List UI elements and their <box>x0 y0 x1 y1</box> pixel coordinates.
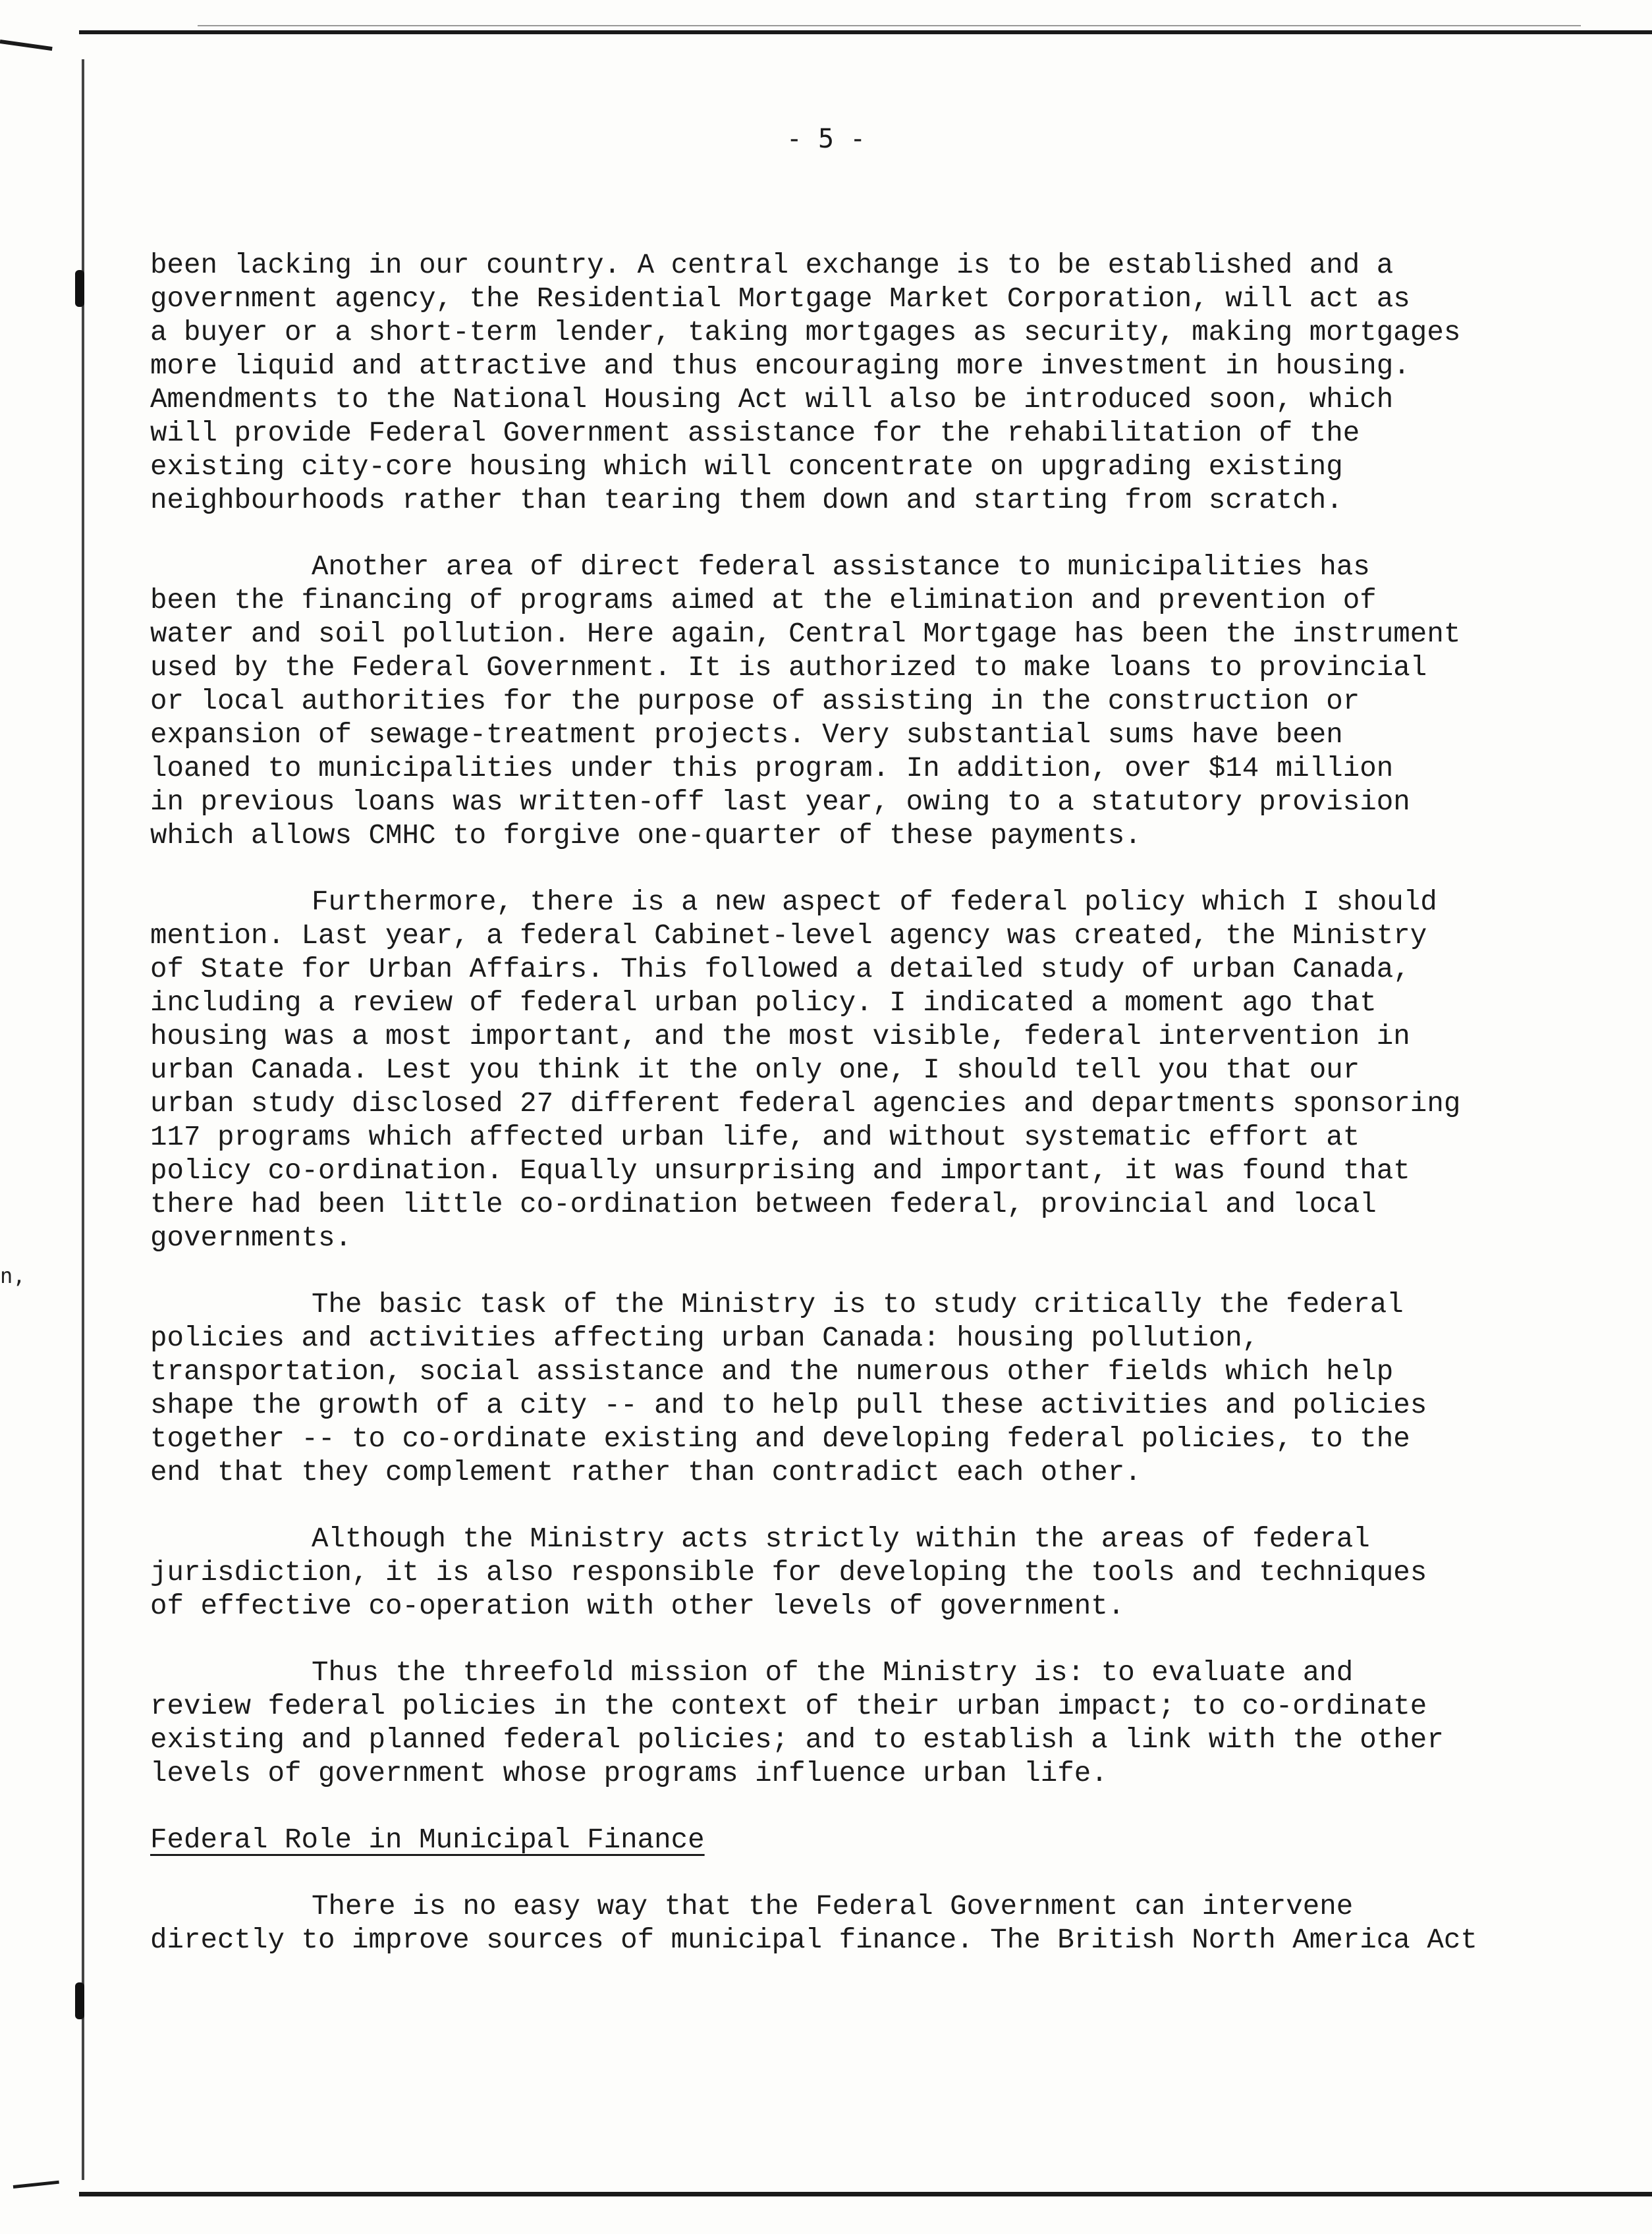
top-rule <box>79 30 1652 34</box>
section-heading-text: Federal Role in Municipal Finance <box>150 1824 705 1856</box>
top-rule-hairline <box>198 25 1581 26</box>
binder-hole-mark-bottom <box>75 1982 84 2019</box>
binder-hole-mark-top <box>75 270 84 307</box>
page-number: - 5 - <box>786 124 866 154</box>
section-heading <box>150 1824 1520 1857</box>
margin-text-fragment: n, <box>0 1263 26 1288</box>
bottom-rule-corner <box>13 2181 59 2189</box>
body-text <box>150 249 1520 1990</box>
paragraph-2: Another area of direct federal assistance to municipalities has been the financing of programs aimed at the elimination and prevention of water and soil pollution. Here again, Central Mortgage has been the instrument used by the Federal Government. It is authorized to make loans to provincial or local authorities for the purpose of assisting in the construction or expansion of sewage-treatment projects. Very substantial sums have been loaned to municipalities under this program. In addition, over $14 million in previous loans was written-off last year, owing to a statutory provision which allows CMHC to forgive one-quarter of these payments. <box>150 551 1461 852</box>
paragraph-4: The basic task of the Ministry is to study critically the federal policies and activities affecting urban Canada: housing pollution, transportation, social assistance and the numerous other fields which help shape the growth of a city -- and to help pull these activities and policies together -- to co-ordinate existing and developing federal policies, to the end that they complement rather than contradict each other. <box>150 1289 1427 1488</box>
top-rule-corner <box>0 40 53 51</box>
paragraph-7: There is no easy way that the Federal Government can intervene directly to improve sources of municipal finance. The British North America Act <box>150 1891 1477 1956</box>
paragraph-3: Furthermore, there is a new aspect of federal policy which I should mention. Last year, a federal Cabinet-level agency was created, the Ministry of State for Urban Affairs. This followed a detailed study of urban Canada, including a review of federal urban policy. I indicated a moment ago that housing was a most important, and the most visible, federal intervention in urban Canada. Lest you think it the only one, I should tell you that our urban study disclosed 27 different federal agencies and departments sponsoring 117 programs which affected urban life, and without systematic effort at policy co-ordination. Equally unsurprising and important, it was found that there had been little co-ordination between federal, provincial and local governments. <box>150 886 1461 1254</box>
paragraph-5: Although the Ministry acts strictly within the areas of federal jurisdiction, it is also responsible for developing the tools and techniques of effective co-operation with other levels of government. <box>150 1523 1427 1622</box>
bottom-rule <box>79 2192 1652 2196</box>
paragraph-1: been lacking in our country. A central exchange is to be established and a government agency, the Residential Mortgage Market Corporation, will act as a buyer or a short-term lender, taking mortgages as security, making mortgages more liquid and attractive and thus encouraging more investment in housing. Amendments to the National Housing Act will also be introduced soon, which will provide Federal Government assistance for the rehabilitation of the existing city-core housing which will concentrate on upgrading existing neighbourhoods rather than tearing them down and starting from scratch. <box>150 250 1461 516</box>
binder-margin-line <box>82 59 84 2180</box>
paragraph-6: Thus the threefold mission of the Ministry is: to evaluate and review federal policies in the context of their urban impact; to co-ordinate existing and planned federal policies; and to establish a link with the other levels of government whose programs influence urban life. <box>150 1657 1444 1789</box>
